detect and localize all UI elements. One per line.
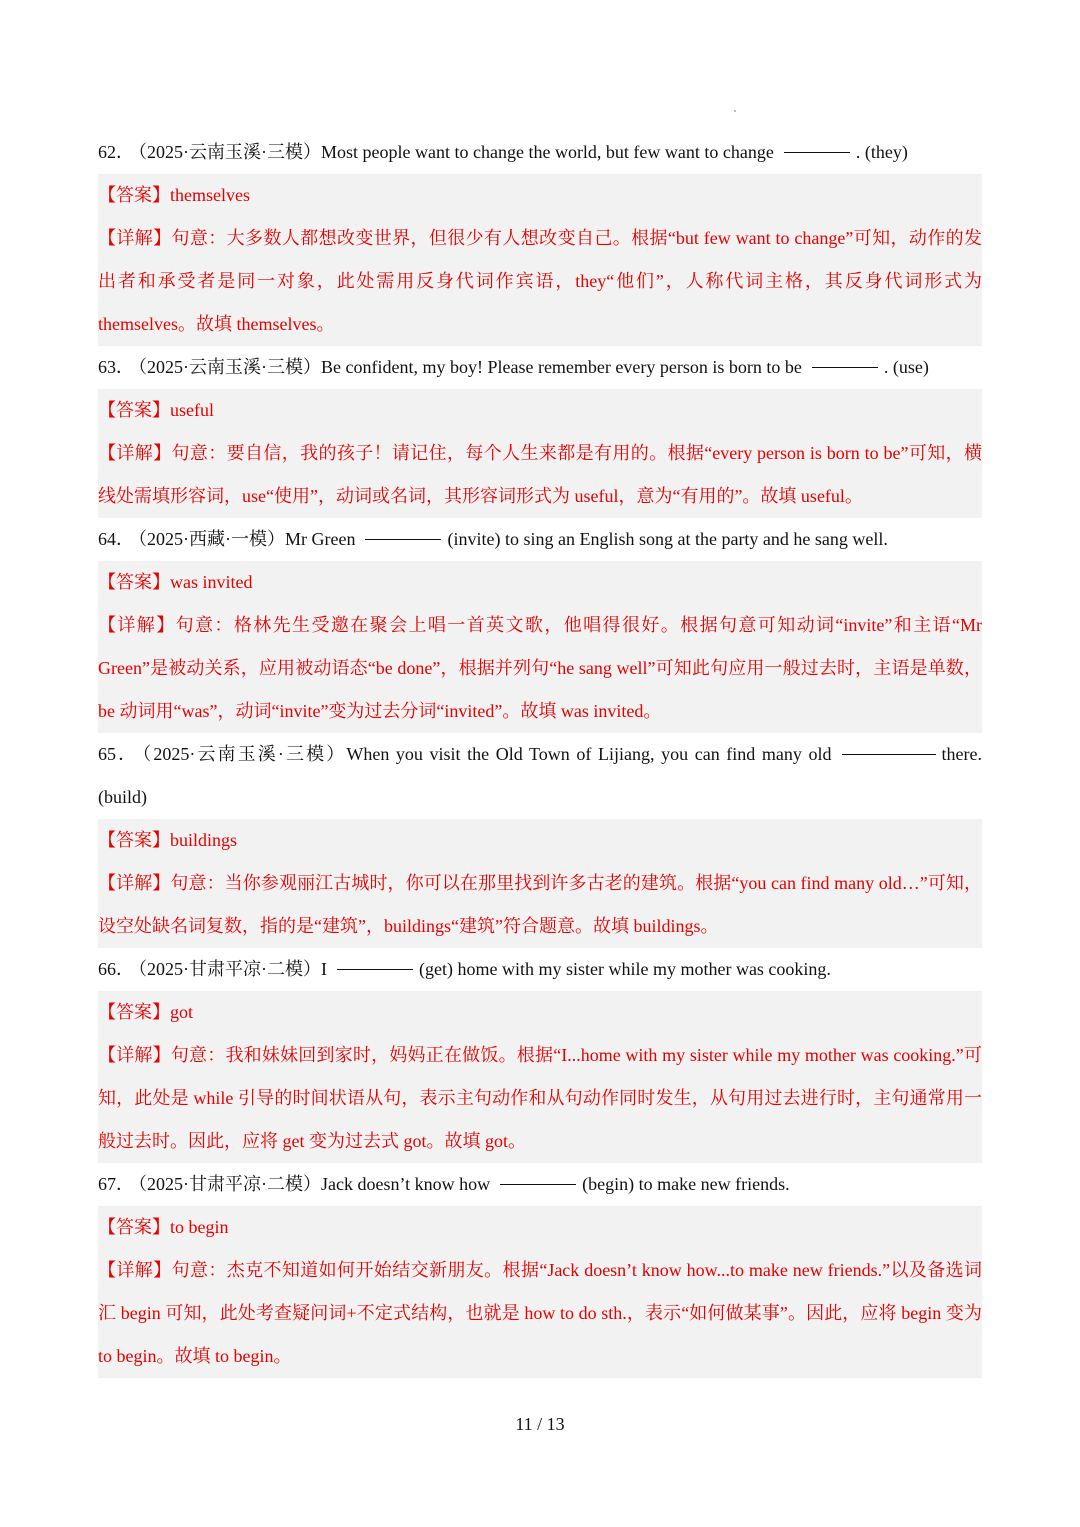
answer-box-67: [98, 1206, 982, 1378]
answer-blank: [337, 968, 413, 970]
answer-box-62: [98, 174, 982, 346]
question-number: 66．: [98, 959, 134, 979]
answer-label: 【答案】: [98, 572, 170, 592]
question-62: [98, 131, 982, 174]
detail-text: 句意：格林先生受邀在聚会上唱一首英文歌，他唱得很好。根据句意可知动词“invite”和主语“Mr Green”是被动关系，应用被动语态“be done”，根据并列句“he sang well”可知此句应用一般过去时，主语是单数，be 动词用“was”，动词“invite”变为过去分词“invited”。故填 was invited。: [98, 615, 982, 721]
question-hint: . (they): [855, 142, 908, 162]
answer-value: buildings: [170, 830, 238, 850]
question-text: Most people want to change the world, but few want to change: [321, 142, 774, 162]
question-64: [98, 518, 982, 561]
detail-label: 【详解】: [98, 443, 172, 463]
answer-box-65: [98, 819, 982, 948]
question-hint: (begin) to make new friends.: [582, 1174, 790, 1194]
detail-text: 句意：要自信，我的孩子！请记住，每个人生来都是有用的。根据“every person is born to be”可知，横线处需填形容词，use“使用”，动词或名词，其形容词形式为 useful，意为“有用的”。故填 useful。: [98, 443, 982, 506]
answer-label: 【答案】: [98, 1002, 170, 1022]
question-number: 65．: [98, 744, 139, 764]
detail-text: 句意：大多数人都想改变世界，但很少有人想改变自己。根据“but few want to change”可知，动作的发出者和承受者是同一对象，此处需用反身代词作宾语，they“他们”，人称代词主格，其反身代词形式为themselves。故填 themselves。: [98, 228, 982, 334]
question-source: （2025·西藏·一模）: [138, 529, 285, 549]
answer-label: 【答案】: [98, 830, 170, 850]
answer-label: 【答案】: [98, 400, 170, 420]
question-source: （2025·甘肃平凉·二模）: [138, 959, 321, 979]
question-number: 64．: [98, 529, 134, 549]
detail-text: 句意：我和妹妹回到家时，妈妈正在做饭。根据“I...home with my sister while my mother was cooking.”可知，此处是 while 引导的时间状语从句，表示主句动作和从句动作同时发生，从句用过去进行时，主句通常用一般过去时。因此，应将 get 变为过去式 got。故填 got。: [98, 1045, 983, 1151]
answer-blank: [365, 538, 441, 540]
answer-value: to begin: [170, 1217, 229, 1237]
exercise-list: [98, 131, 982, 1378]
stray-dot: [734, 110, 736, 112]
question-text: I: [321, 959, 327, 979]
answer-label: 【答案】: [98, 185, 170, 205]
answer-blank: [842, 753, 936, 755]
question-number: 63．: [98, 357, 134, 377]
question-66: [98, 948, 982, 991]
detail-label: 【详解】: [98, 1260, 172, 1280]
answer-box-63: [98, 389, 982, 518]
question-hint: there. (build): [98, 744, 982, 807]
answer-label: 【答案】: [98, 1217, 170, 1237]
answer-blank: [500, 1183, 576, 1185]
answer-value: got: [170, 1002, 194, 1022]
answer-blank: [784, 151, 850, 153]
question-source: （2025·云南玉溪·三模）: [138, 142, 321, 162]
answer-box-66: [98, 991, 982, 1163]
question-65: [98, 733, 982, 819]
answer-box-64: [98, 561, 982, 733]
question-67: [98, 1163, 982, 1206]
answer-blank: [812, 366, 878, 368]
detail-label: 【详解】: [98, 1045, 171, 1065]
question-text: Jack doesn’t know how: [321, 1174, 491, 1194]
question-63: [98, 346, 982, 389]
detail-label: 【详解】: [98, 873, 171, 893]
page-number: 11 / 13: [515, 1414, 565, 1434]
answer-value: themselves: [170, 185, 250, 205]
question-text: Mr Green: [285, 529, 356, 549]
question-hint: (invite) to sing an English song at the party and he sang well.: [447, 529, 888, 549]
question-source: （2025·云南玉溪·三模）: [138, 357, 321, 377]
question-number: 62．: [98, 142, 134, 162]
detail-text: 句意：当你参观丽江古城时，你可以在那里找到许多古老的建筑。根据“you can find many old…”可知，设空处缺名词复数，指的是“建筑”，buildings“建筑”符合题意。故填 buildings。: [98, 873, 982, 936]
question-text: Be confident, my boy! Please remember every person is born to be: [321, 357, 802, 377]
question-source: （2025·甘肃平凉·二模）: [138, 1174, 321, 1194]
detail-text: 句意：杰克不知道如何开始结交新朋友。根据“Jack doesn’t know how...to make new friends.”以及备选词汇 begin 可知，此处考查疑问词+不定式结构，也就是 how to do sth.，表示“如何做某事”。因此，应将 begin 变为 to begin。故填 to begin。: [98, 1260, 983, 1366]
question-number: 67．: [98, 1174, 134, 1194]
answer-value: useful: [170, 400, 214, 420]
question-hint: (get) home with my sister while my mother was cooking.: [419, 959, 831, 979]
detail-label: 【详解】: [98, 615, 176, 635]
question-text: When you visit the Old Town of Lijiang, you can find many old: [346, 744, 832, 764]
answer-value: was invited: [170, 572, 253, 592]
question-hint: . (use): [883, 357, 929, 377]
detail-label: 【详解】: [98, 228, 172, 248]
question-source: （2025·云南玉溪·三模）: [142, 744, 347, 764]
